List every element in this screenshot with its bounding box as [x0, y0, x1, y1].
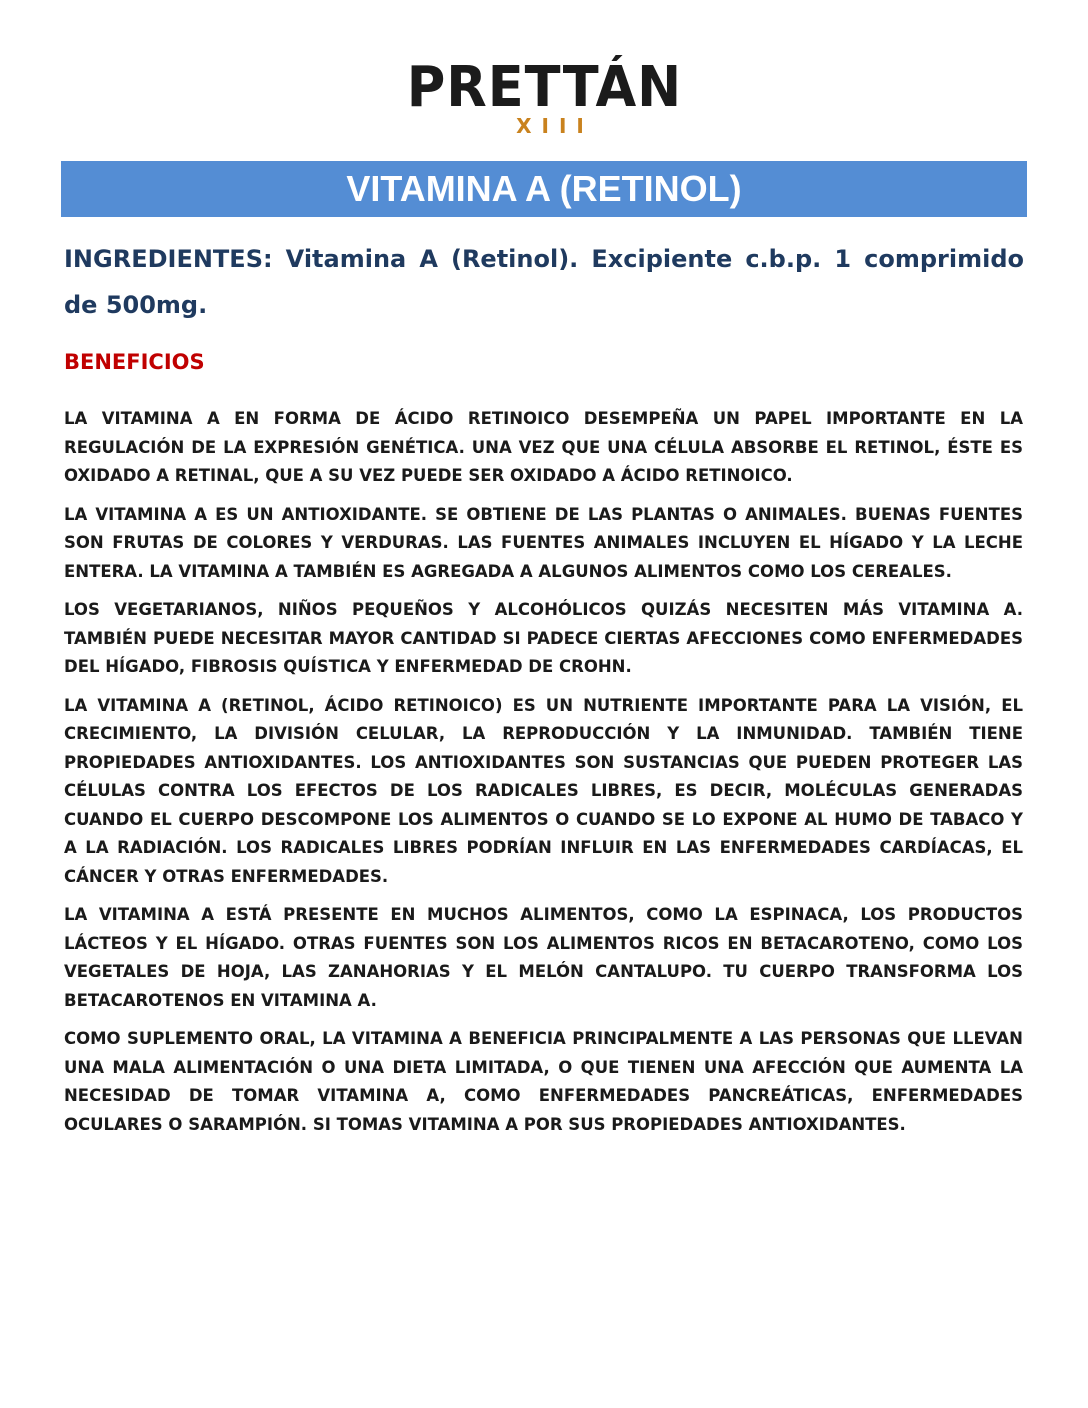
paragraph: LOS VEGETARIANOS, NIÑOS PEQUEÑOS Y ALCOHÓLICOS QUIZÁS NECESITEN MÁS VITAMINA A. TAMBIÉN PUEDE NECESITAR MAYOR CANTIDAD SI PADECE CIERTAS AFECCIONES COMO ENFERMEDADES DEL HÍGADO, FIBROSIS QUÍSTICA Y ENFERMEDAD DE CROHN.: [64, 600, 1023, 676]
title-banner: [61, 161, 1027, 217]
paragraph: LA VITAMINA A (RETINOL, ÁCIDO RETINOICO) ES UN NUTRIENTE IMPORTANTE PARA LA VISIÓN, EL CRECIMIENTO, LA DIVISIÓN CELULAR, LA REPRODUCCIÓN Y LA INMUNIDAD. TAMBIÉN TIENE PROPIEDADES ANTIOXIDANTES. LOS ANTIOXIDANTES SON SUSTANCIAS QUE PUEDEN PROTEGER LAS CÉLULAS CONTRA LOS EFECTOS DE LOS RADICALES LIBRES, ES DECIR, MOLÉCULAS GENERADAS CUANDO EL CUERPO DESCOMPONE LOS ALIMENTOS O CUANDO SE LO EXPONE AL HUMO DE TABACO Y A LA RADIACIÓN. LOS RADICALES LIBRES PODRÍAN INFLUIR EN LAS ENFERMEDADES CARDÍACAS, EL CÁNCER Y OTRAS ENFERMEDADES.: [64, 695, 1023, 886]
benefits-body: [64, 405, 1023, 1149]
ingredients-line: INGREDIENTES: Vitamina A (Retinol). Excipiente c.b.p. 1 comprimido de 500mg.: [64, 245, 1024, 319]
paragraph: LA VITAMINA A ES UN ANTIOXIDANTE. SE OBTIENE DE LAS PLANTAS O ANIMALES. BUENAS FUENTES SON FRUTAS DE COLORES Y VERDURAS. LAS FUENTES ANIMALES INCLUYEN EL HÍGADO Y LA LECHE ENTERA. LA VITAMINA A TAMBIÉN ES AGREGADA A ALGUNOS ALIMENTOS COMO LOS CEREALES.: [64, 504, 1023, 581]
page-title: VITAMINA A (RETINOL): [346, 168, 742, 209]
brand-logo-wordmark: PRETTÁN: [406, 55, 682, 120]
paragraph: COMO SUPLEMENTO ORAL, LA VITAMINA A BENEFICIA PRINCIPALMENTE A LAS PERSONAS QUE LLEVAN UNA MALA ALIMENTACIÓN O UNA DIETA LIMITADA, O QUE TIENEN UNA AFECCIÓN QUE AUMENTA LA NECESIDAD DE TOMAR VITAMINA A, COMO ENFERMEDADES PANCREÁTICAS, ENFERMEDADES OCULARES O SARAMPIÓN. SI TOMAS VITAMINA A POR SUS PROPIEDADES ANTIOXIDANTES.: [64, 1029, 1023, 1134]
brand-logo-numeral: XIII: [516, 114, 594, 138]
brand-logo: [0, 55, 1088, 138]
paragraph: LA VITAMINA A EN FORMA DE ÁCIDO RETINOICO DESEMPEÑA UN PAPEL IMPORTANTE EN LA REGULACIÓN DE LA EXPRESIÓN GENÉTICA. UNA VEZ QUE UNA CÉLULA ABSORBE EL RETINOL, ÉSTE ES OXIDADO A RETINAL, QUE A SU VEZ PUEDE SER OXIDADO A ÁCIDO RETINOICO.: [64, 409, 1023, 485]
paragraph: LA VITAMINA A ESTÁ PRESENTE EN MUCHOS ALIMENTOS, COMO LA ESPINACA, LOS PRODUCTOS LÁCTEOS Y EL HÍGADO. OTRAS FUENTES SON LOS ALIMENTOS RICOS EN BETACAROTENO, COMO LOS VEGETALES DE HOJA, LAS ZANAHORIAS Y EL MELÓN CANTALUPO. TU CUERPO TRANSFORMA LOS BETACAROTENOS EN VITAMINA A.: [64, 905, 1023, 1010]
benefits-heading: BENEFICIOS: [64, 350, 205, 374]
